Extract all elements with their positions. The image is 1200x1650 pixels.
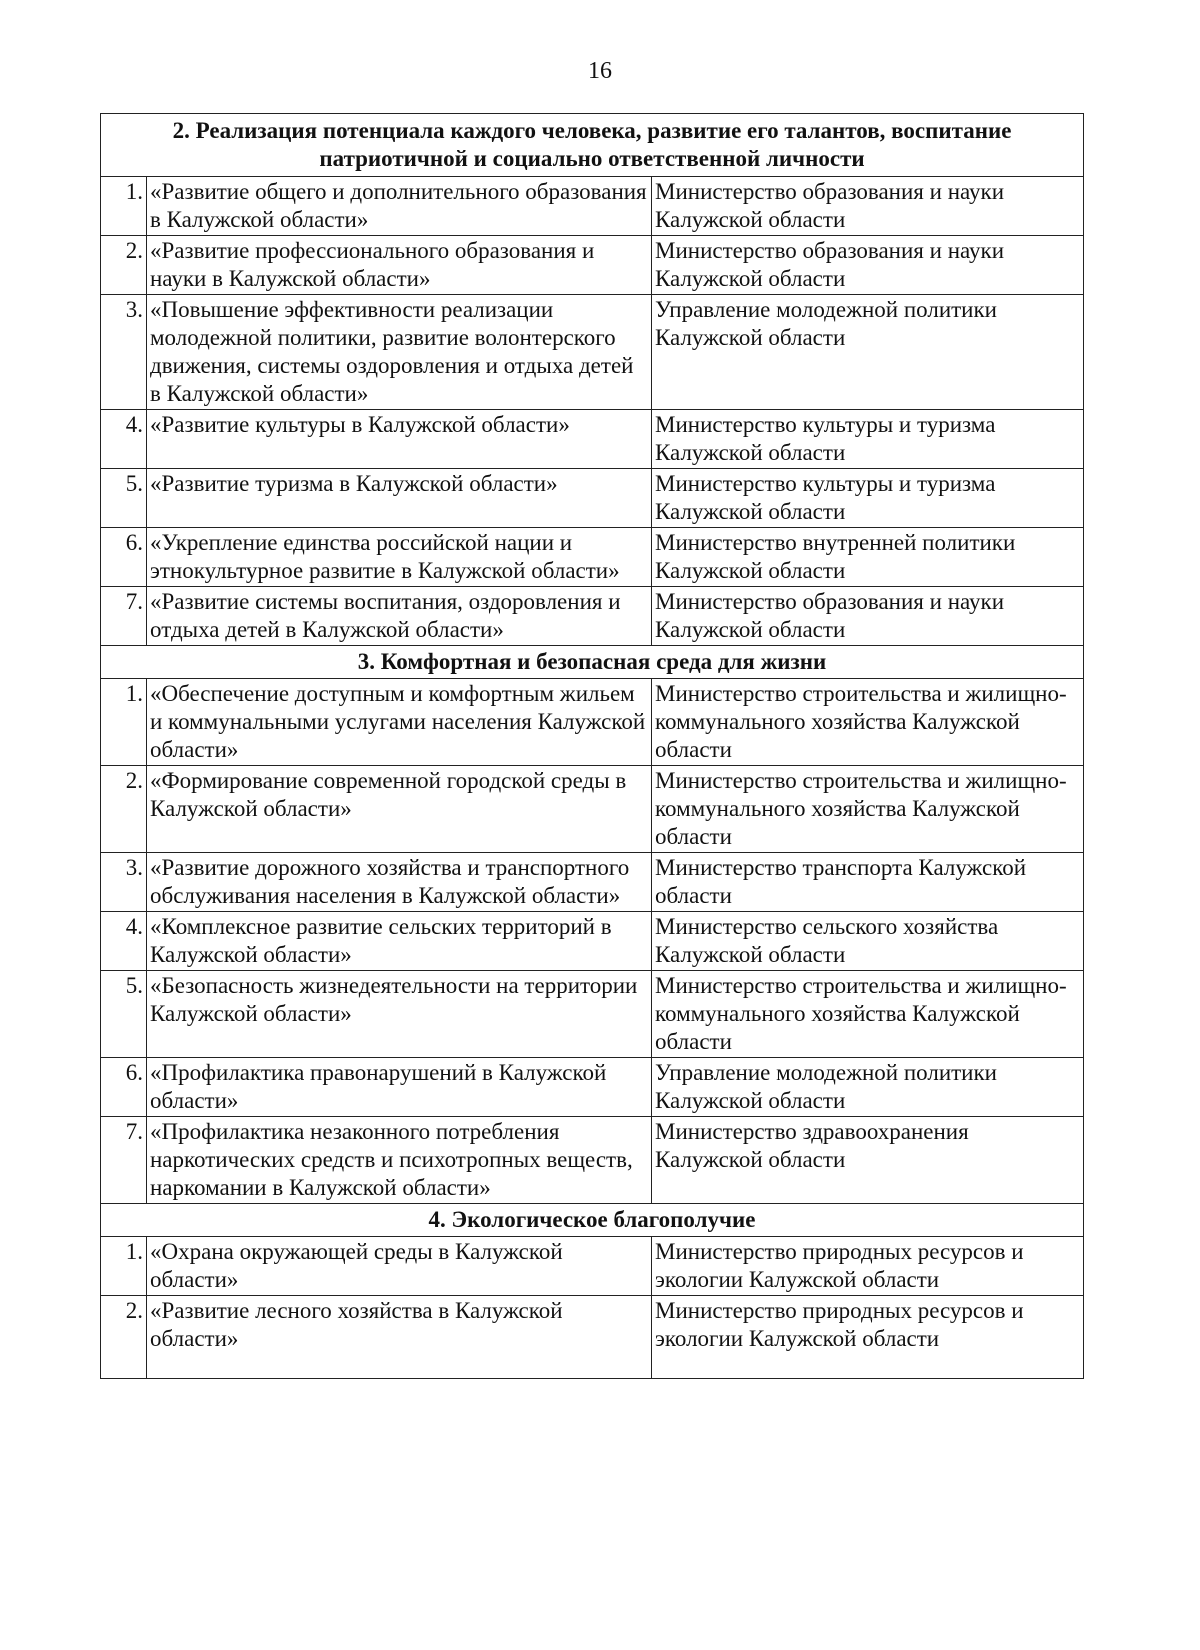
program-name: «Развитие культуры в Калужской области» xyxy=(147,410,652,469)
program-name: «Обеспечение доступным и комфортным жильем и коммунальными услугами населения Калужской области» xyxy=(147,679,652,766)
responsible-department: Министерство образования и науки Калужской области xyxy=(652,587,1084,646)
row-number: 2. xyxy=(101,766,147,853)
program-name: «Повышение эффективности реализации молодежной политики, развитие волонтерского движения, системы оздоровления и отдыха детей в Калужской области» xyxy=(147,295,652,410)
program-name: «Профилактика правонарушений в Калужской области» xyxy=(147,1058,652,1117)
row-number: 3. xyxy=(101,295,147,410)
table-row xyxy=(101,177,1084,236)
program-name: «Охрана окружающей среды в Калужской области» xyxy=(147,1237,652,1296)
table-row xyxy=(101,679,1084,766)
programs-table xyxy=(100,113,1084,1379)
row-number: 1. xyxy=(101,177,147,236)
responsible-department: Министерство внутренней политики Калужской области xyxy=(652,528,1084,587)
table-row xyxy=(101,853,1084,912)
table-row xyxy=(101,528,1084,587)
program-name: «Развитие профессионального образования и науки в Калужской области» xyxy=(147,236,652,295)
responsible-department: Министерство культуры и туризма Калужской области xyxy=(652,410,1084,469)
responsible-department: Министерство природных ресурсов и экологии Калужской области xyxy=(652,1296,1084,1379)
program-name: «Развитие общего и дополнительного образования в Калужской области» xyxy=(147,177,652,236)
section-title: 2. Реализация потенциала каждого человека, развитие его талантов, воспитание патриотичной и социально ответственной личности xyxy=(101,114,1084,177)
responsible-department: Министерство строительства и жилищно-коммунального хозяйства Калужской области xyxy=(652,766,1084,853)
program-name: «Профилактика незаконного потребления наркотических средств и психотропных веществ, наркомании в Калужской области» xyxy=(147,1117,652,1204)
row-number: 2. xyxy=(101,236,147,295)
table-row xyxy=(101,587,1084,646)
row-number: 6. xyxy=(101,1058,147,1117)
page-number: 16 xyxy=(588,58,612,84)
program-name: «Развитие дорожного хозяйства и транспортного обслуживания населения в Калужской области» xyxy=(147,853,652,912)
row-number: 5. xyxy=(101,971,147,1058)
section-title: 3. Комфортная и безопасная среда для жизни xyxy=(101,646,1084,679)
row-number: 7. xyxy=(101,587,147,646)
row-number: 4. xyxy=(101,912,147,971)
program-name: «Развитие лесного хозяйства в Калужской области» xyxy=(147,1296,652,1379)
row-number: 1. xyxy=(101,679,147,766)
row-number: 6. xyxy=(101,528,147,587)
responsible-department: Министерство транспорта Калужской области xyxy=(652,853,1084,912)
table-row xyxy=(101,469,1084,528)
row-number: 7. xyxy=(101,1117,147,1204)
row-number: 1. xyxy=(101,1237,147,1296)
row-number: 3. xyxy=(101,853,147,912)
responsible-department: Управление молодежной политики Калужской области xyxy=(652,295,1084,410)
program-name: «Развитие туризма в Калужской области» xyxy=(147,469,652,528)
program-name: «Укрепление единства российской нации и этнокультурное развитие в Калужской области» xyxy=(147,528,652,587)
program-name: «Комплексное развитие сельских территорий в Калужской области» xyxy=(147,912,652,971)
responsible-department: Министерство культуры и туризма Калужской области xyxy=(652,469,1084,528)
section-header-row xyxy=(101,114,1084,177)
responsible-department: Министерство сельского хозяйства Калужской области xyxy=(652,912,1084,971)
responsible-department: Министерство строительства и жилищно-коммунального хозяйства Калужской области xyxy=(652,679,1084,766)
table-row xyxy=(101,766,1084,853)
table-row xyxy=(101,1296,1084,1379)
table-row xyxy=(101,971,1084,1058)
responsible-department: Управление молодежной политики Калужской области xyxy=(652,1058,1084,1117)
table-row xyxy=(101,410,1084,469)
responsible-department: Министерство здравоохранения Калужской области xyxy=(652,1117,1084,1204)
table-row xyxy=(101,912,1084,971)
table-row xyxy=(101,1058,1084,1117)
program-name: «Развитие системы воспитания, оздоровления и отдыха детей в Калужской области» xyxy=(147,587,652,646)
row-number: 5. xyxy=(101,469,147,528)
table-row xyxy=(101,1237,1084,1296)
program-name: «Формирование современной городской среды в Калужской области» xyxy=(147,766,652,853)
table-row xyxy=(101,1117,1084,1204)
responsible-department: Министерство образования и науки Калужской области xyxy=(652,236,1084,295)
responsible-department: Министерство природных ресурсов и экологии Калужской области xyxy=(652,1237,1084,1296)
section-header-row xyxy=(101,646,1084,679)
table-row xyxy=(101,236,1084,295)
table-row xyxy=(101,295,1084,410)
program-name: «Безопасность жизнедеятельности на территории Калужской области» xyxy=(147,971,652,1058)
row-number: 2. xyxy=(101,1296,147,1379)
section-header-row xyxy=(101,1204,1084,1237)
responsible-department: Министерство строительства и жилищно-коммунального хозяйства Калужской области xyxy=(652,971,1084,1058)
row-number: 4. xyxy=(101,410,147,469)
responsible-department: Министерство образования и науки Калужской области xyxy=(652,177,1084,236)
section-title: 4. Экологическое благополучие xyxy=(101,1204,1084,1237)
